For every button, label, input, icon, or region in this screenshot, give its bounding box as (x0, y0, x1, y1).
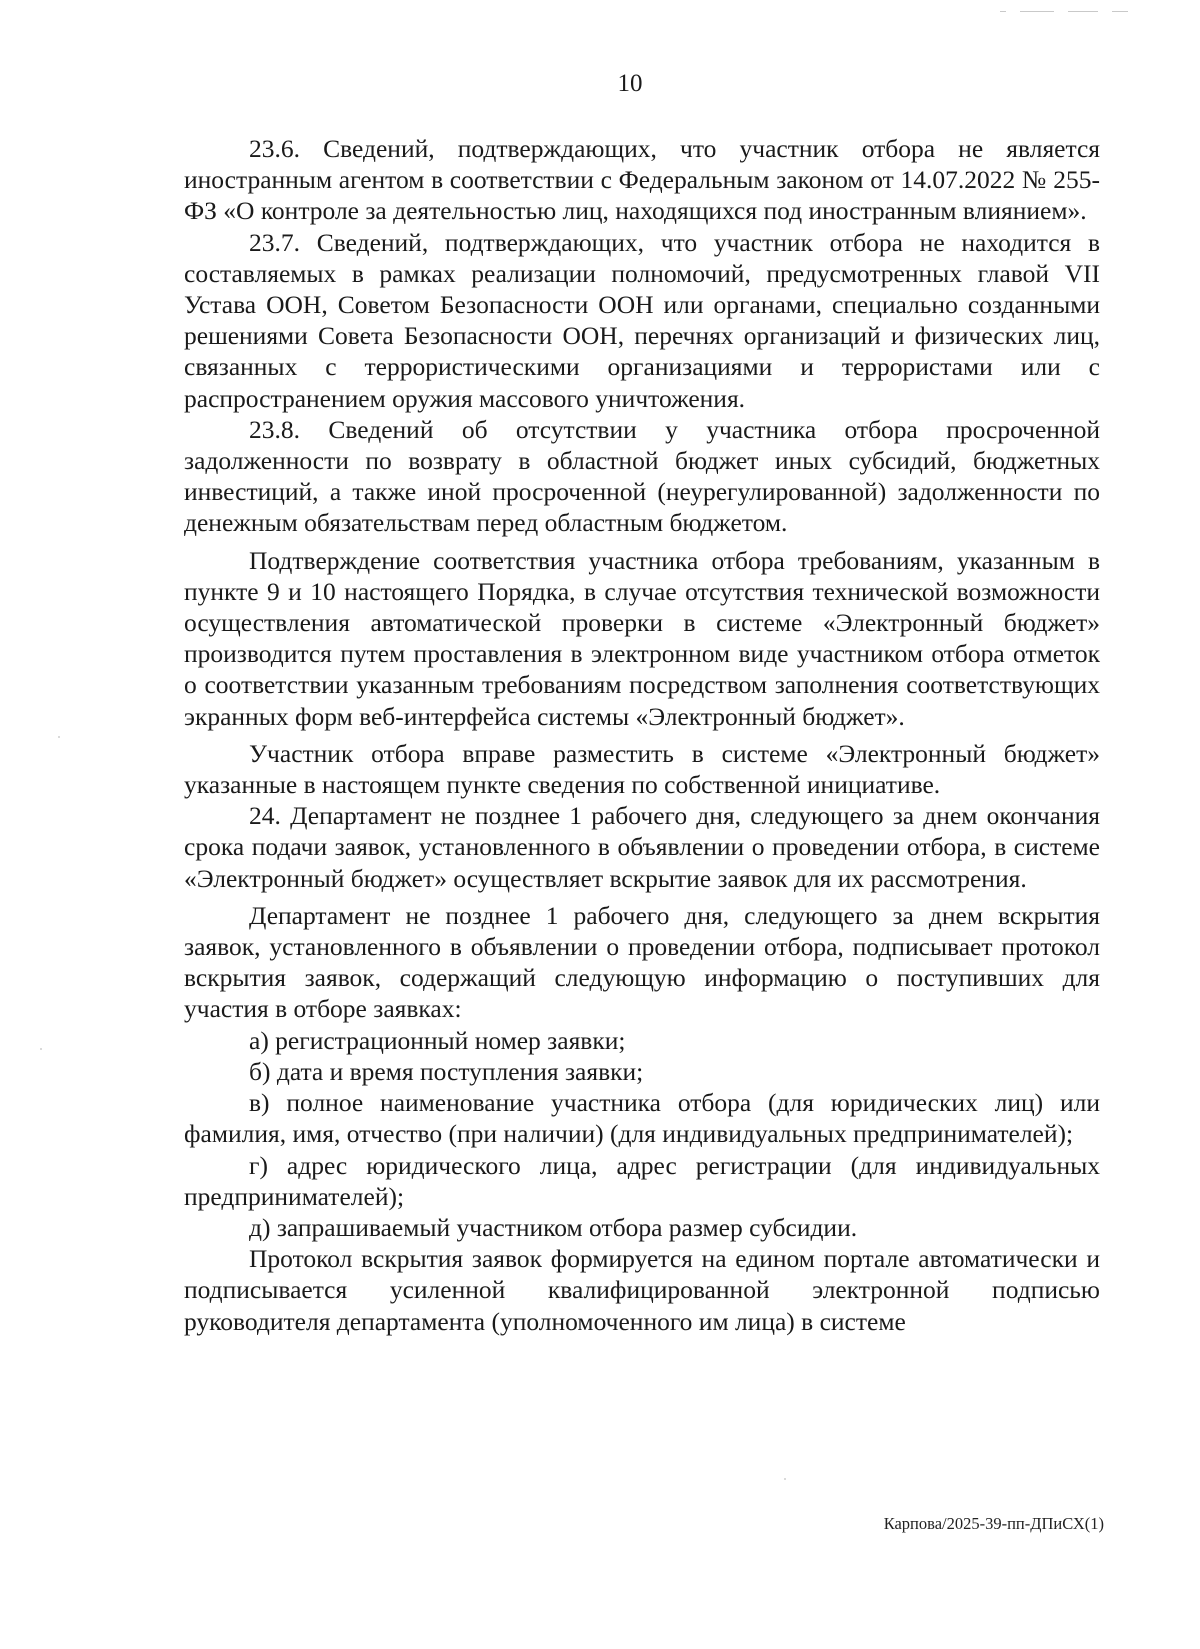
scan-artifact-marks (1000, 8, 1160, 14)
list-item-b: б) дата и время поступления заявки; (249, 1056, 644, 1086)
scan-dust (40, 1048, 42, 1050)
document-body (184, 133, 1100, 1337)
paragraph-protocol-formation: Протокол вскрытия заявок формируется на едином портале автоматически и подписывается усиленной квалифицированной электронной подписью руководителя департамента (уполномоченного им лица) в системе (184, 1244, 1100, 1336)
list-item-d: д) запрашиваемый участником отбора размер субсидии. (249, 1212, 858, 1242)
paragraph-24: 24. Департамент не позднее 1 рабочего дня, следующего за днем окончания срока подачи заявок, установленного в объявлении о проведении отбора, в системе «Электронный бюджет» осуществляет вскрытие заявок для их рассмотрения. (184, 801, 1100, 893)
scan-dust (784, 1478, 786, 1480)
paragraph-23-7: 23.7. Сведений, подтверждающих, что участник отбора не находится в составляемых в рамках реализации полномочий, предусмотренных главой VII Устава ООН, Советом Безопасности ООН или органами, специально созданными решениями Совета Безопасности ООН, перечнях организаций и физических лиц, связанных с террористическими организациями и террористами или с распространением оружия массового уничтожения. (184, 227, 1100, 413)
paragraph-confirmation: Подтверждение соответствия участника отбора требованиям, указанным в пункте 9 и 10 настоящего Порядка, в случае отсутствия технической возможности осуществления автоматической проверки в системе «Электронный бюджет» производится путем проставления в электронном виде участником отбора отметок о соответствии указанным требованиям посредством заполнения соответствующих экранных форм веб-интерфейса системы «Электронный бюджет». (184, 545, 1100, 731)
list-item-g: г) адрес юридического лица, адрес регистрации (для индивидуальных предпринимателей); (184, 1150, 1100, 1211)
scan-dust (58, 736, 60, 738)
paragraph-23-8: 23.8. Сведений об отсутствии у участника отбора просроченной задолженности по возврату в областной бюджет иных субсидий, бюджетных инвестиций, а также иной просроченной (неурегулированной) задолженности по денежным обязательствам перед областным бюджетом. (184, 414, 1100, 538)
list-item-a: а) регистрационный номер заявки; (249, 1025, 626, 1055)
page-number: 10 (617, 70, 643, 97)
paragraph-23-6: 23.6. Сведений, подтверждающих, что участник отбора не является иностранным агентом в соответствии с Федеральным законом от 14.07.2022 № 255-ФЗ «О контроле за деятельностью лиц, находящихся под иностранным влиянием». (184, 134, 1100, 226)
list-item-v: в) полное наименование участника отбора (для юридических лиц) или фамилия, имя, отчество (при наличии) (для индивидуальных предпринимателей); (184, 1088, 1100, 1149)
document-code: Карпова/2025-39-пп-ДПиСХ(1) (883, 1514, 1104, 1533)
paragraph-department-protocol: Департамент не позднее 1 рабочего дня, следующего за днем вскрытия заявок, установленного в объявлении о проведении отбора, подписывает протокол вскрытия заявок, содержащий следующую информацию о поступивших для участия в отборе заявках: (184, 900, 1100, 1024)
paragraph-participant-right: Участник отбора вправе разместить в системе «Электронный бюджет» указанные в настоящем пункте сведения по собственной инициативе. (184, 738, 1100, 800)
